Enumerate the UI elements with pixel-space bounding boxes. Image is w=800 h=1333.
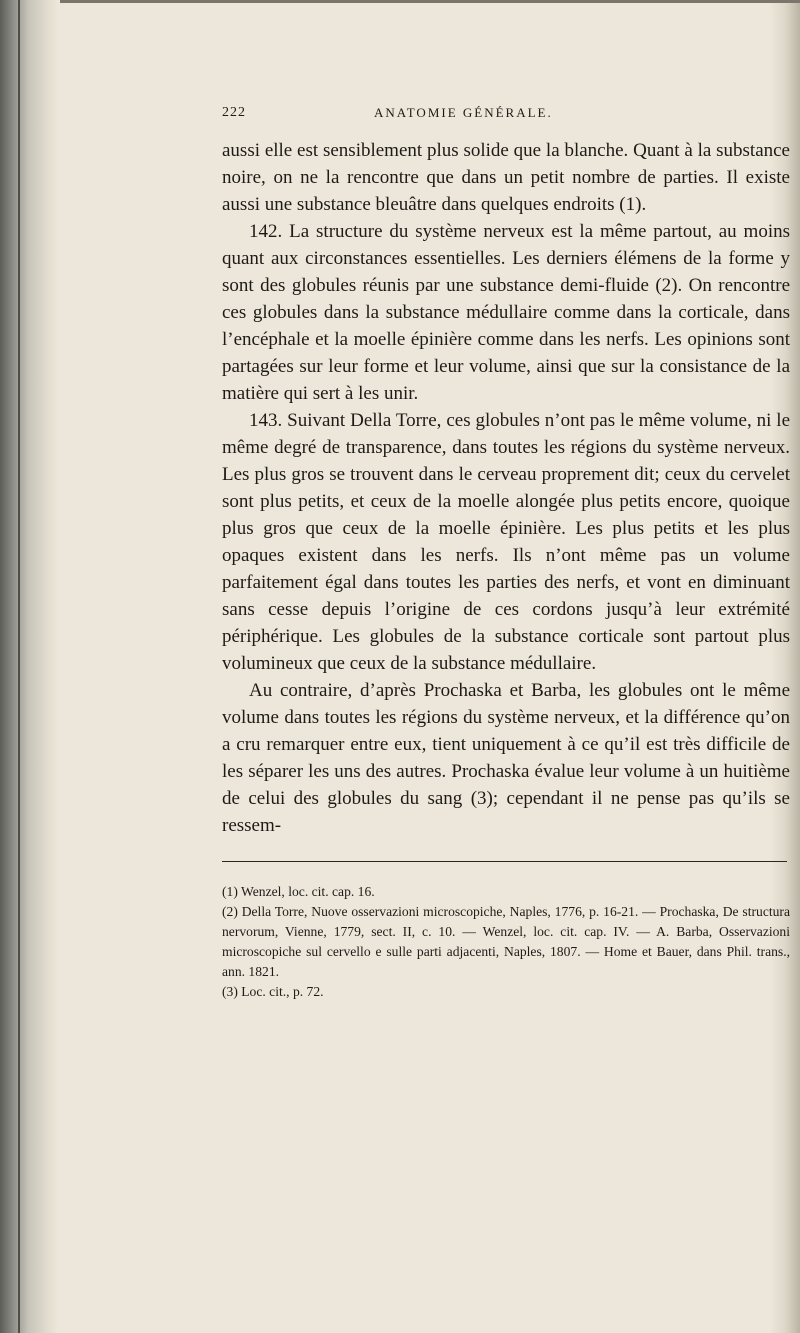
paragraph-142: 142. La structure du système nerveux est la même partout, au moins quant aux circonstances essentielles. Les derniers élémens de la forme y sont des globules réunis par une substance demi-fluide (2). On rencontre ces globules dans la substance médullaire comme dans la corticale, dans l’encéphale et la moelle épinière comme dans les nerfs. Les opinions sont partagées sur leur forme et leur volume, ainsi que sur la consistance de la matière qui sert à les unir. xyxy=(222,221,790,404)
paragraph-143: 143. Suivant Della Torre, ces globules n’ont pas le même volume, ni le même degré de transparence, dans toutes les régions du système nerveux. Les plus gros se trouvent dans le cerveau proprement dit; ceux du cervelet sont plus petits, et ceux de la moelle alongée plus petits encore, quoique plus gros que ceux de la moelle épinière. Les plus petits et les plus opaques existent dans les nerfs. Ils n’ont même pas un volume parfaitement égal dans toutes les parties des nerfs, et vont en diminuant sans cesse depuis l’origine de ces cordons jusqu’à leur extrémité périphérique. Les globules de la substance corticale sont partout plus volumineux que ceux de la substance médullaire. xyxy=(222,410,790,674)
paragraph-continuation: aussi elle est sensiblement plus solide que la blanche. Quant à la substance noire, on ne la rencontre que dans un petit nombre de parties. Il existe aussi une substance bleuâtre dans quelques endroits (1). xyxy=(222,140,790,215)
footnote-2: (2) Della Torre, Nuove osservazioni microscopiche, Naples, 1776, p. 16-21. — Prochaska, De structura nervorum, Vienne, 1779, sect. II, c. 10. — Wenzel, loc. cit. cap. IV. — A. Barba, Osservazioni microscopiche sul cervello e sulle parti adjacenti, Naples, 1807. — Home et Bauer, dans Phil. trans., ann. 1821. xyxy=(222,904,790,979)
binding-gutter xyxy=(0,0,58,1333)
footnote-1: (1) Wenzel, loc. cit. cap. 16. xyxy=(222,884,375,899)
running-title: ANATOMIE GÉNÉRALE. xyxy=(374,105,553,120)
footnotes xyxy=(222,882,790,1002)
body-text xyxy=(222,137,790,839)
footnote-rule xyxy=(222,861,787,862)
book-page xyxy=(222,105,790,1002)
paragraph-contraire: Au contraire, d’après Prochaska et Barba, les globules ont le même volume dans toutes les régions du système nerveux, et la différence qu’on a cru remarquer entre eux, tient uniquement à ce qu’il est très difficile de les séparer les uns des autres. Prochaska évalue leur volume à un huitième de celui des globules du sang (3); cependant il ne pense pas qu’ils se ressem- xyxy=(222,680,790,836)
page-number: 222 xyxy=(222,105,246,120)
footnote-3: (3) Loc. cit., p. 72. xyxy=(222,984,324,999)
running-head xyxy=(222,105,790,131)
top-edge-line xyxy=(60,0,800,3)
